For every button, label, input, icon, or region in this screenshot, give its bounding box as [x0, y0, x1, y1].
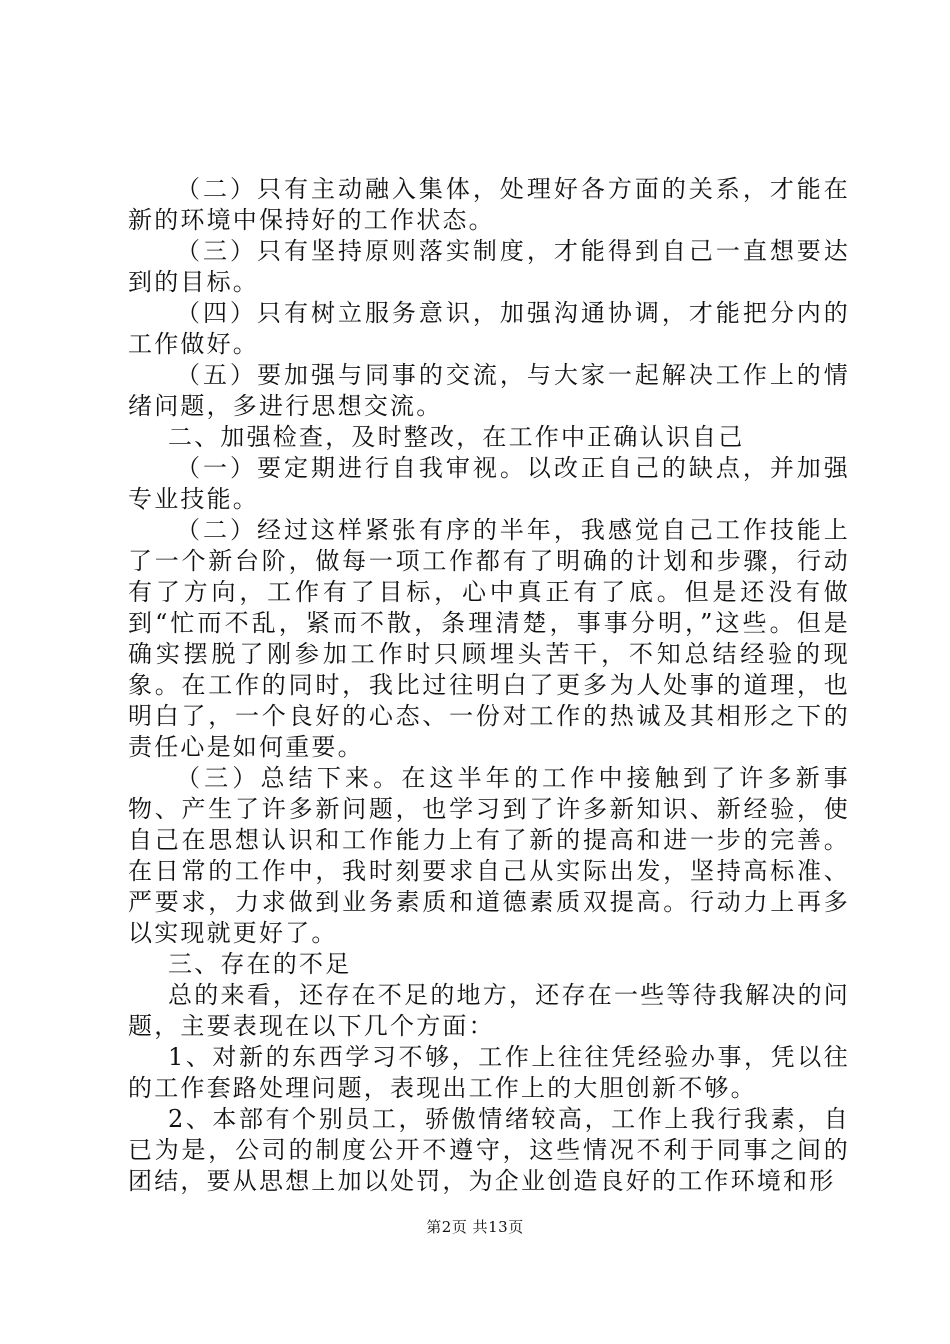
- paragraph-item-3-summary: （三）总结下来。在这半年的工作中接触到了许多新事物、产生了许多新问题，也学习到了许多新知识、新经验，使自己在思想认识和工作能力上有了新的提高和进一步的完善。在日常的工作中，我时刻要求自己从实际出发，坚持高标准、严要求，力求做到业务素质和道德素质双提高。行动力上再多以实现就更好了。: [128, 764, 850, 947]
- paragraph-item-2-experience: （二）经过这样紧张有序的半年，我感觉自己工作技能上了一个新台阶，做每一项工作都有了明确的计划和步骤，行动有了方向，工作有了目标，心中真正有了底。但是还没有做到“忙而不乱，紧而不散，条理清楚，事事分明，”这些。但是确实摆脱了刚参加工作时只顾埋头苦干，不知总结经验的现象。在工作的同时，我比过往明白了更多为人处事的道理，也明白了，一个良好的心态、一份对工作的热诚及其相形之下的责任心是如何重要。: [128, 516, 850, 761]
- section-heading-3: 三、存在的不足: [168, 950, 352, 978]
- paragraph-point-2: 2、本部有个别员工，骄傲情绪较高，工作上我行我素，自已为是，公司的制度公开不遵守，这些情况不利于同事之间的团结，要从思想上加以处罚，为企业创造良好的工作环境和形: [128, 1105, 850, 1195]
- page-number-footer: 第2页 共13页: [426, 1218, 524, 1236]
- paragraph-point-1: 1、对新的东西学习不够，工作上往往凭经验办事，凭以往的工作套路处理问题，表现出工作上的大胆创新不够。: [128, 1043, 850, 1102]
- paragraph-item-5: （五）要加强与同事的交流，与大家一起解决工作上的情绪问题，多进行思想交流。: [128, 361, 850, 420]
- paragraph-overview: 总的来看，还存在不足的地方，还存在一些等待我解决的问题，主要表现在以下几个方面：: [128, 981, 850, 1040]
- paragraph-item-1: （一）要定期进行自我审视。以改正自己的缺点，并加强专业技能。: [128, 454, 850, 513]
- paragraph-item-2: （二）只有主动融入集体，处理好各方面的关系，才能在新的环境中保持好的工作状态。: [128, 175, 850, 234]
- document-body: [128, 174, 850, 1197]
- paragraph-item-3: （三）只有坚持原则落实制度，才能得到自己一直想要达到的目标。: [128, 237, 850, 296]
- paragraph-item-4: （四）只有树立服务意识，加强沟通协调，才能把分内的工作做好。: [128, 299, 850, 358]
- section-heading-2: 二、加强检查，及时整改，在工作中正确认识自己: [168, 423, 745, 451]
